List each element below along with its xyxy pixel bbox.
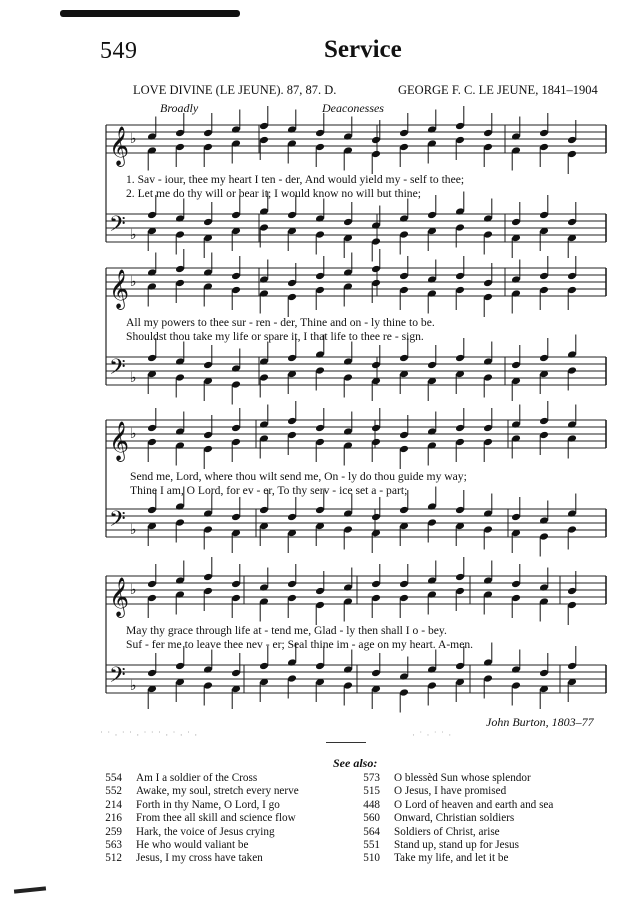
see-also-number: 259	[105, 825, 122, 838]
lyrics-system4-verse2: Suf - fer me to leave thee nev - er; Seal thine im - age on my heart. A-men.	[126, 638, 474, 651]
divider	[326, 742, 366, 743]
see-also-hymn-title: Onward, Christian soldiers	[394, 812, 515, 825]
print-smudge: · ˙ · ˙ ˙ ·	[412, 730, 453, 740]
bass-clef: 𝄢	[109, 507, 126, 537]
treble-clef: 𝄞	[109, 421, 130, 461]
see-also-number: 510	[363, 852, 380, 865]
see-also-hymn-title: Forth in thy Name, O Lord, I go	[136, 798, 280, 811]
see-also-hymn-title: From thee all skill and science flow	[136, 812, 296, 825]
lyrics-system3-verse2: Thine I am, O Lord, for ev - er, To thy serv - ice set a - part;	[130, 484, 408, 497]
lyrics-system4-verse1: May thy grace through life at - tend me, Glad - ly then shall I o - bey.	[126, 624, 447, 637]
see-also-hymn-title: Hark, the voice of Jesus crying	[136, 825, 275, 838]
lyrics-system2-verse2: Shouldst thou take my life or spare it, I that life to thee re - sign.	[126, 330, 424, 343]
see-also-number: 512	[105, 852, 122, 865]
key-signature-flat: ♭	[130, 227, 137, 243]
see-also-hymn-title: Jesus, I my cross have taken	[136, 852, 263, 865]
key-signature-flat: ♭	[130, 522, 137, 538]
text-author: John Burton, 1803–77	[486, 715, 594, 729]
lyrics-system3-verse1: Send me, Lord, where thou wilt send me, On - ly do thou guide my way;	[130, 470, 467, 483]
see-also-number: 564	[363, 825, 380, 838]
see-also-hymn-title: Am I a soldier of the Cross	[136, 772, 258, 784]
tempo-marking: Broadly	[160, 101, 199, 115]
see-also-item[interactable]	[350, 785, 553, 798]
see-also-hymn-title: O Jesus, I have promised	[394, 785, 507, 798]
see-also-hymn-title: O blessèd Sun whose splendor	[394, 772, 531, 784]
see-also-item[interactable]	[92, 812, 299, 825]
see-also-number: 563	[105, 839, 122, 852]
bass-clef: 𝄢	[109, 355, 126, 385]
see-also-item[interactable]	[92, 799, 299, 812]
print-smudge: ˙ ˙ · ˙ ˙ · ˙ ˙ ˙ · ˙ · ˙ ·	[100, 730, 199, 740]
see-also-item[interactable]	[350, 839, 553, 852]
see-also-number: 551	[363, 839, 380, 852]
see-also-number: 515	[363, 785, 380, 798]
bass-clef: 𝄢	[109, 663, 126, 693]
composer: GEORGE F. C. LE JEUNE, 1841–1904	[398, 83, 598, 97]
see-also-number: 216	[105, 812, 122, 825]
lyrics-system2-verse1: All my powers to thee sur - ren - der, Thine and on - ly thine to be.	[126, 316, 435, 329]
hymn-number: 549	[100, 38, 138, 64]
see-also-item[interactable]	[92, 826, 299, 839]
see-also-item[interactable]	[350, 772, 553, 785]
lyrics-system1-verse2: 2. Let me do thy will or bear it; I would know no will but thine;	[126, 187, 421, 200]
tune-alt-name: Deaconesses	[322, 101, 384, 115]
see-also-hymn-title: Take my life, and let it be	[394, 852, 509, 865]
see-also-hymn-title: Soldiers of Christ, arise	[394, 825, 500, 838]
key-signature-flat: ♭	[130, 678, 137, 694]
lyrics-system1-verse1: 1. Sav - iour, thee my heart I ten - der, And would yield my - self to thee;	[126, 173, 465, 186]
see-also-item[interactable]	[350, 852, 553, 865]
see-also-item[interactable]	[92, 852, 299, 865]
see-also-title: See also:	[333, 756, 378, 770]
key-signature-flat: ♭	[130, 274, 137, 290]
see-also-right-column	[350, 772, 553, 866]
key-signature-flat: ♭	[130, 426, 137, 442]
see-also-hymn-title: O Lord of heaven and earth and sea	[394, 798, 554, 811]
bass-clef: 𝄢	[109, 212, 126, 242]
see-also-item[interactable]	[350, 812, 553, 825]
see-also-item[interactable]	[92, 772, 299, 785]
see-also-number: 552	[105, 785, 122, 798]
tune-name: LOVE DIVINE (LE JEUNE). 87, 87. D.	[133, 83, 337, 97]
see-also-number: 554	[105, 772, 122, 784]
section-title: Service	[324, 36, 402, 63]
see-also-hymn-title: Awake, my soul, stretch every nerve	[136, 785, 299, 798]
see-also-hymn-title: He who would valiant be	[136, 839, 249, 852]
see-also-item[interactable]	[350, 826, 553, 839]
treble-clef: 𝄞	[109, 577, 130, 617]
key-signature-flat: ♭	[130, 370, 137, 386]
treble-clef: 𝄞	[109, 269, 130, 309]
see-also-item[interactable]	[92, 839, 299, 852]
see-also-number: 560	[363, 812, 380, 825]
see-also-hymn-title: Stand up, stand up for Jesus	[394, 839, 519, 852]
see-also-item[interactable]	[92, 785, 299, 798]
see-also-number: 448	[363, 798, 380, 811]
see-also-number: 573	[363, 772, 380, 784]
key-signature-flat: ♭	[130, 131, 137, 147]
key-signature-flat: ♭	[130, 582, 137, 598]
see-also-left-column	[92, 772, 299, 866]
see-also-item[interactable]	[350, 799, 553, 812]
see-also-number: 214	[105, 798, 122, 811]
treble-clef: 𝄞	[109, 126, 130, 166]
